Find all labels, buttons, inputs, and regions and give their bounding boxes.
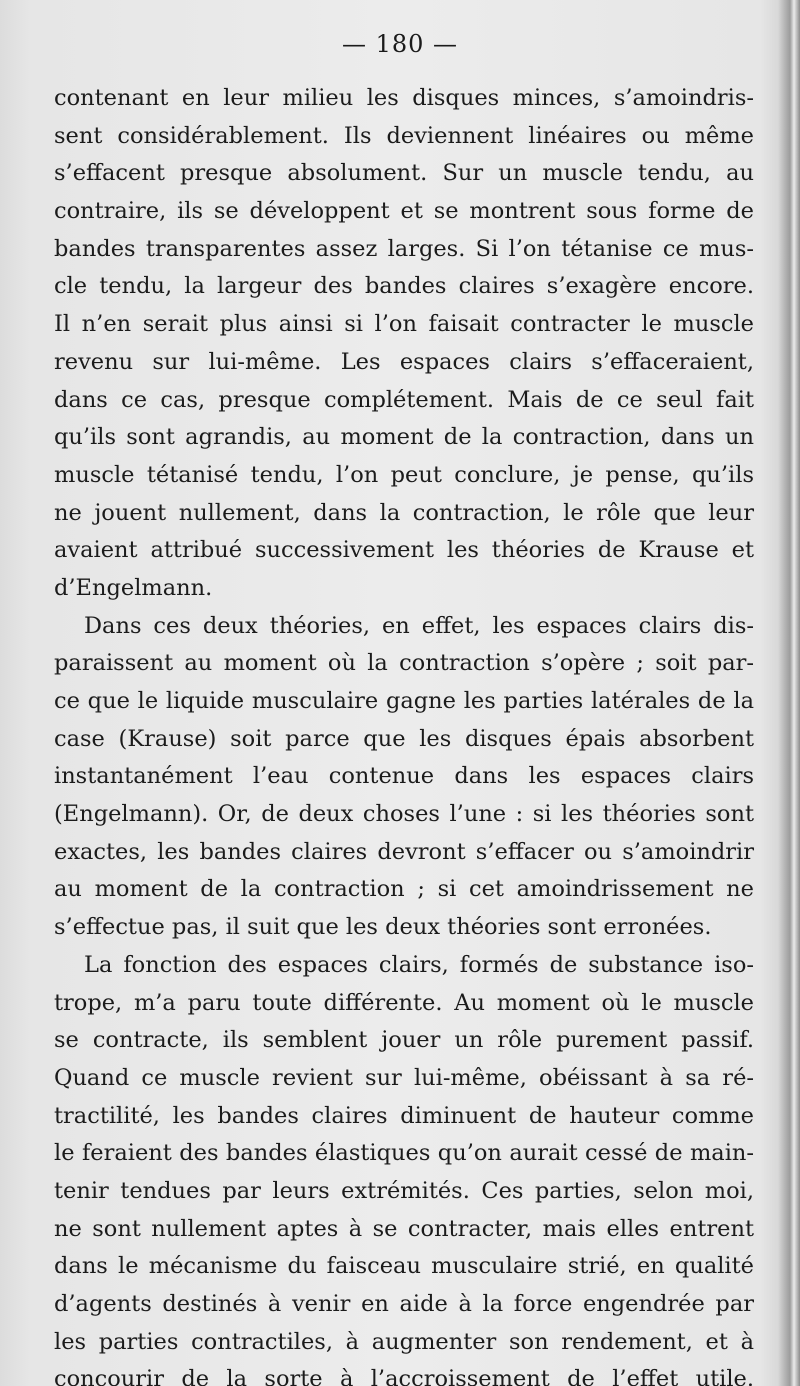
text-line: instantanément l’eau contenue dans les espaces clairs <box>54 763 754 790</box>
page-edge-shadow <box>778 0 800 1386</box>
text-line: d’agents destinés à venir en aide à la force engendrée par <box>54 1291 754 1317</box>
text-line: Quand ce muscle revient sur lui-même, obéissant à sa ré- <box>54 1064 754 1091</box>
text-line: ne sont nullement aptes à se contracter, mais elles entrent <box>54 1215 754 1242</box>
text-line: avaient attribué successivement les théories de Krause et <box>54 537 754 564</box>
text-line: concourir de la sorte à l’accroissement de l’effet utile. <box>54 1366 754 1386</box>
text-line: La fonction des espaces clairs, formés de substance iso- <box>84 951 754 978</box>
paragraph-1 <box>54 80 754 608</box>
text-line: Dans ces deux théories, en effet, les espaces clairs dis- <box>84 612 754 639</box>
text-line: au moment de la contraction ; si cet amoindrissement ne <box>54 876 754 903</box>
text-line: (Engelmann). Or, de deux choses l’une : si les théories sont <box>54 801 754 828</box>
text-line: trope, m’a paru toute différente. Au moment où le muscle <box>54 989 754 1016</box>
text-line: contenant en leur milieu les disques minces, s’amoindris- <box>54 85 754 111</box>
text-line: se contracte, ils semblent jouer un rôle purement passif. <box>54 1027 754 1054</box>
text-line: s’effectue pas, il suit que les deux théories sont erronées. <box>54 914 712 941</box>
paragraph-3 <box>54 947 754 1386</box>
text-line: contraire, ils se développent et se montrent sous forme de <box>54 198 754 225</box>
text-line: d’Engelmann. <box>54 574 213 601</box>
text-line: qu’ils sont agrandis, au moment de la contraction, dans un <box>54 424 754 451</box>
text-line: ne jouent nullement, dans la contraction, le rôle que leur <box>54 499 754 526</box>
text-line: bandes transparentes assez larges. Si l’on tétanise ce mus- <box>54 235 754 262</box>
text-line: s’effacent presque absolument. Sur un muscle tendu, au <box>54 160 754 187</box>
page-number: — 180 — <box>341 30 459 58</box>
text-line: sent considérablement. Ils deviennent linéaires ou même <box>54 122 754 149</box>
text-line: tractilité, les bandes claires diminuent de hauteur comme <box>54 1102 754 1129</box>
text-line: cle tendu, la largeur des bandes claires s’exagère encore. <box>54 273 754 300</box>
text-line: paraissent au moment où la contraction s’opère ; soit par- <box>54 650 754 677</box>
text-line: exactes, les bandes claires devront s’effacer ou s’amoindrir <box>54 838 754 865</box>
text-line: ce que le liquide musculaire gagne les parties latérales de la <box>54 688 754 714</box>
text-line: les parties contractiles, à augmenter son rendement, et à <box>54 1328 754 1355</box>
paragraph-2 <box>54 608 754 947</box>
body-text <box>54 80 754 1386</box>
text-line: dans ce cas, presque complétement. Mais de ce seul fait <box>54 386 754 413</box>
text-line: case (Krause) soit parce que les disques épais absorbent <box>54 725 754 752</box>
text-line: tenir tendues par leurs extrémités. Ces parties, selon moi, <box>54 1177 754 1204</box>
text-line: Il n’en serait plus ainsi si l’on faisait contracter le muscle <box>54 311 754 338</box>
text-line: le feraient des bandes élastiques qu’on aurait cessé de main- <box>54 1140 754 1167</box>
text-line: dans le mécanisme du faisceau musculaire strié, en qualité <box>54 1253 754 1280</box>
text-line: muscle tétanisé tendu, l’on peut conclure, je pense, qu’ils <box>54 461 754 488</box>
text-line: revenu sur lui-même. Les espaces clairs s’effaceraient, <box>54 348 754 375</box>
